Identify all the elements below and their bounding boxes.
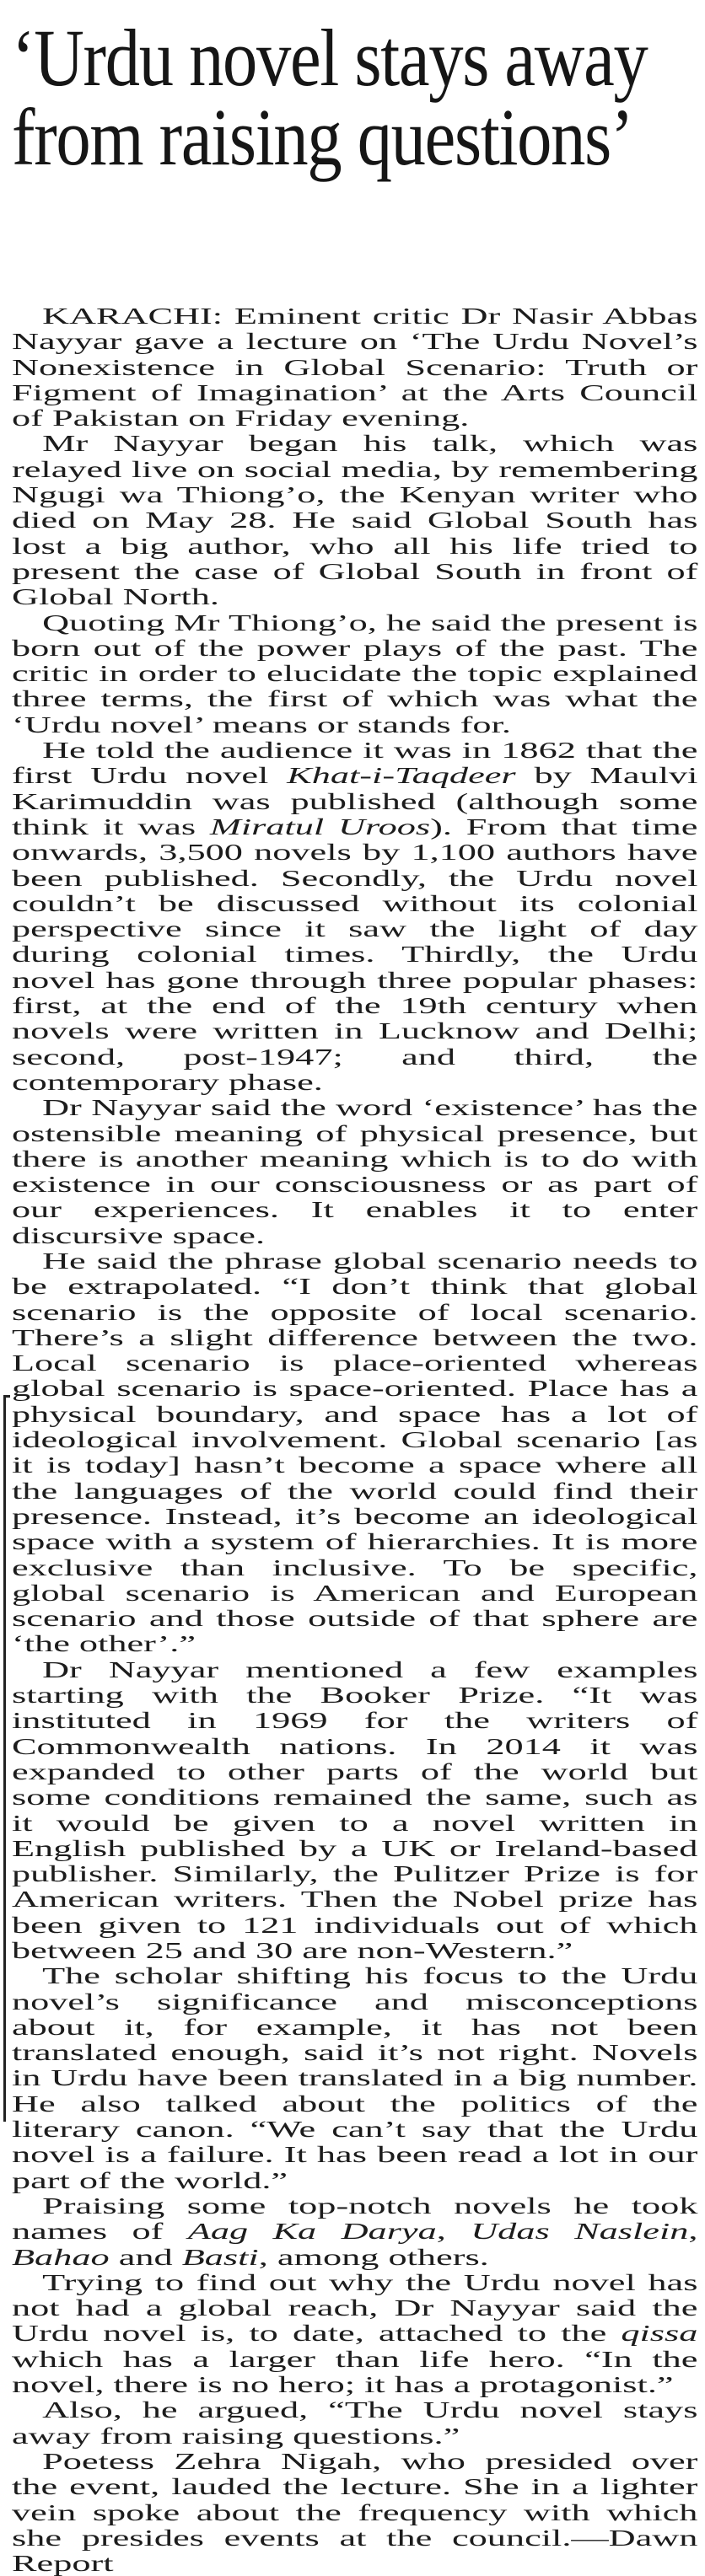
- paragraph: Praising some top-notch novels he took names of Aag Ka Darya, Udas Naslein, Bahao and Basti, among others.: [12, 2192, 698, 2270]
- paragraph: Poetess Zehra Nigah, who presided over the event, lauded the lecture. She in a lighter vein spoke about the frequency with which she presides events at the council.—Dawn Report: [12, 2448, 698, 2576]
- paragraph: He told the audience it was in 1862 that the first Urdu novel Khat-i-Taqdeer by Maulvi Karimuddin was published (although some think it was Miratul Uroos). From that time onwards, 3,500 novels by 1,100 authors have been published. Secondly, the Urdu novel couldn’t be discussed without its colonial perspective since it saw the light of day during colonial times. Thirdly, the Urdu novel has gone through three popular phases: first, at the end of the 19th century when novels were written in Lucknow and Delhi; second, post-1947; and third, the contemporary phase.: [12, 738, 698, 1095]
- paragraph: Mr Nayyar began his talk, which was relayed live on social media, by remembering Ngugi wa Thiong’o, the Kenyan writer who died on May 28. He said Global South has lost a big author, who all his life tried to present the case of Global South in front of Global North.: [12, 431, 698, 610]
- paragraph: Quoting Mr Thiong’o, he said the present is born out of the power plays of the past. The critic in order to elucidate the topic explained three terms, the first of which was what the ‘Urdu novel’ means or stands for.: [12, 609, 698, 738]
- novel-title: Khat-i-Taqdeer: [287, 763, 516, 789]
- novel-title: Aag Ka Darya: [187, 2219, 437, 2245]
- novel-title: Basti: [181, 2244, 259, 2270]
- column-rule-tick: [3, 1395, 10, 1398]
- paragraph: Also, he argued, “The Urdu novel stays away from raising questions.”: [12, 2397, 698, 2449]
- novel-title: Udas Naslein: [471, 2219, 689, 2245]
- paragraph: He said the phrase global scenario needs to be extrapolated. “I don’t think that global scenario is the opposite of local scenario. There’s a slight difference between the two. Local scenario is place-oriented whereas global scenario is space-oriented. Place has a physical boundary, and space has a lot of ideological involvement. Global scenario [as it is today] hasn’t become a space where all the languages of the world could find their presence. Instead, it’s become an ideological space with a system of hierarchies. It is more exclusive than inclusive. To be specific, global scenario is American and European scenario and those outside of that sphere are ‘the other’.”: [12, 1248, 698, 1657]
- novel-title: Miratul Uroos: [209, 813, 431, 840]
- headline: ‘Urdu novel stays away from raising questions’: [12, 13, 648, 182]
- paragraph: KARACHI: Eminent critic Dr Nasir Abbas Nayyar gave a lecture on ‘The Urdu Novel’s Nonexistence in Global Scenario: Truth or Figment of Imagination’ at the Arts Council of Pakistan on Friday evening.: [12, 303, 698, 432]
- paragraph: Dr Nayyar said the word ‘existence’ has the ostensible meaning of physical presence, but there is another meaning which is to do with existence in our consciousness or as part of our experiences. It enables it to enter discursive space.: [12, 1095, 698, 1248]
- column-rule: [3, 1395, 6, 2122]
- novel-title: Bahao: [12, 2244, 110, 2270]
- article-body: [12, 303, 697, 2576]
- paragraph: Trying to find out why the Urdu novel has not had a global reach, Dr Nayyar said the Urdu novel is, to date, attached to the qissa which has a larger than life hero. “In the novel, there is no hero; it has a protagonist.”: [12, 2269, 698, 2398]
- paragraph: Dr Nayyar mentioned a few examples starting with the Booker Prize. “It was instituted in 1969 for the writers of Commonwealth nations. In 2014 it was expanded to other parts of the world but some conditions remained the same, such as it would be given to a novel written in English published by a UK or Ireland-based publisher. Similarly, the Pulitzer Prize is for American writers. Then the Nobel prize has been given to 121 individuals out of which between 25 and 30 are non-Western.”: [12, 1656, 698, 1963]
- paragraph: The scholar shifting his focus to the Urdu novel’s significance and misconceptions about it, for example, it has not been translated enough, said it’s not right. Novels in Urdu have been translated in a big number. He also talked about the politics of the literary canon. “We can’t say that the Urdu novel is a failure. It has been read a lot in our part of the world.”: [12, 1963, 698, 2193]
- term: qissa: [621, 2321, 698, 2347]
